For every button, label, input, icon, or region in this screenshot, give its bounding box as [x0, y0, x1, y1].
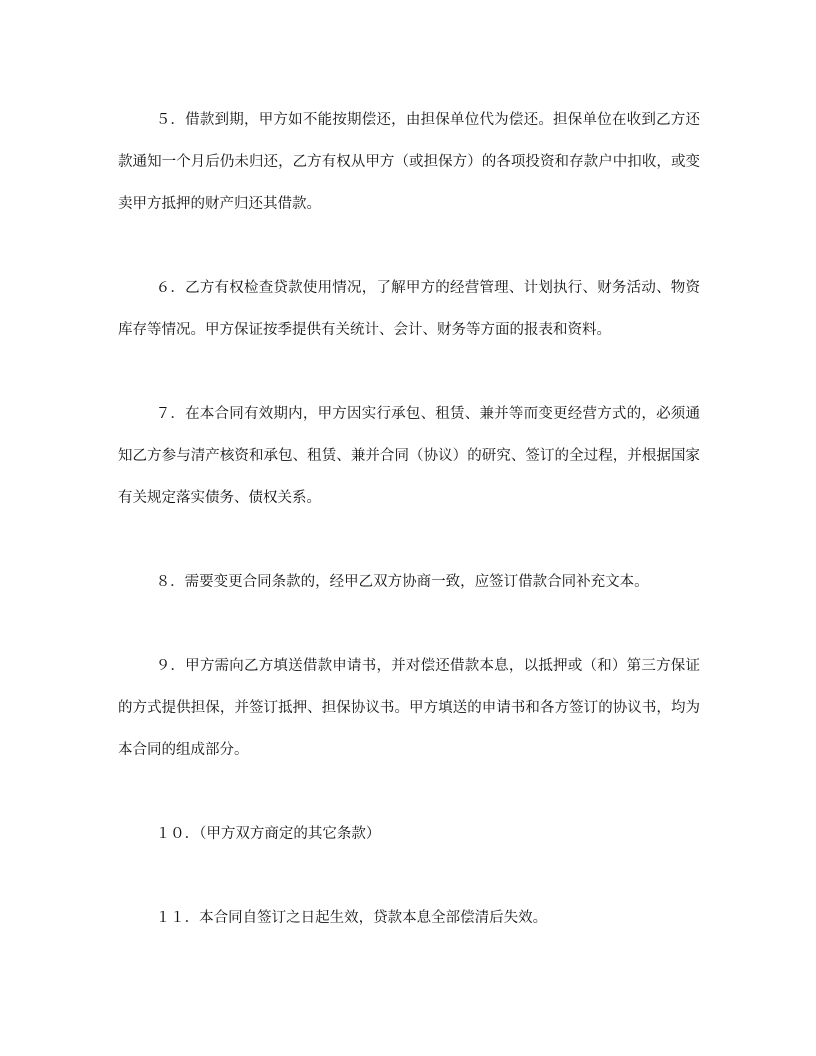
clause-10: １０．（甲方双方商定的其它条款）	[155, 825, 381, 842]
clause-6: ６．乙方有权检查贷款使用情况，了解甲方的经营管理、计划执行、财务活动、物资库存等情况。甲方保证按季提供有关统计、会计、财务等方面的报表和资料。	[118, 279, 700, 338]
clause-8: ８．需要变更合同条款的，经甲乙双方协商一致，应签订借款合同补充文本。	[155, 573, 649, 590]
clause-7: ７．在本合同有效期内，甲方因实行承包、租赁、兼并等而变更经营方式的，必须通知乙方参与清产核资和承包、租赁、兼并合同（协议）的研究、签订的全过程，并根据国家有关规定落实债务、债权关系。	[118, 405, 700, 506]
clause-11: １１．本合同自签订之日起生效，贷款本息全部偿清后失效。	[155, 909, 548, 926]
clause-9: ９．甲方需向乙方填送借款申请书，并对偿还借款本息，以抵押或（和）第三方保证的方式提供担保，并签订抵押、担保协议书。甲方填送的申请书和各方签订的协议书，均为本合同的组成部分。	[118, 657, 700, 758]
clause-5: ５．借款到期，甲方如不能按期偿还，由担保单位代为偿还。担保单位在收到乙方还款通知一个月后仍未归还，乙方有权从甲方（或担保方）的各项投资和存款户中扣收，或变卖甲方抵押的财产归还其借款。	[118, 111, 700, 212]
